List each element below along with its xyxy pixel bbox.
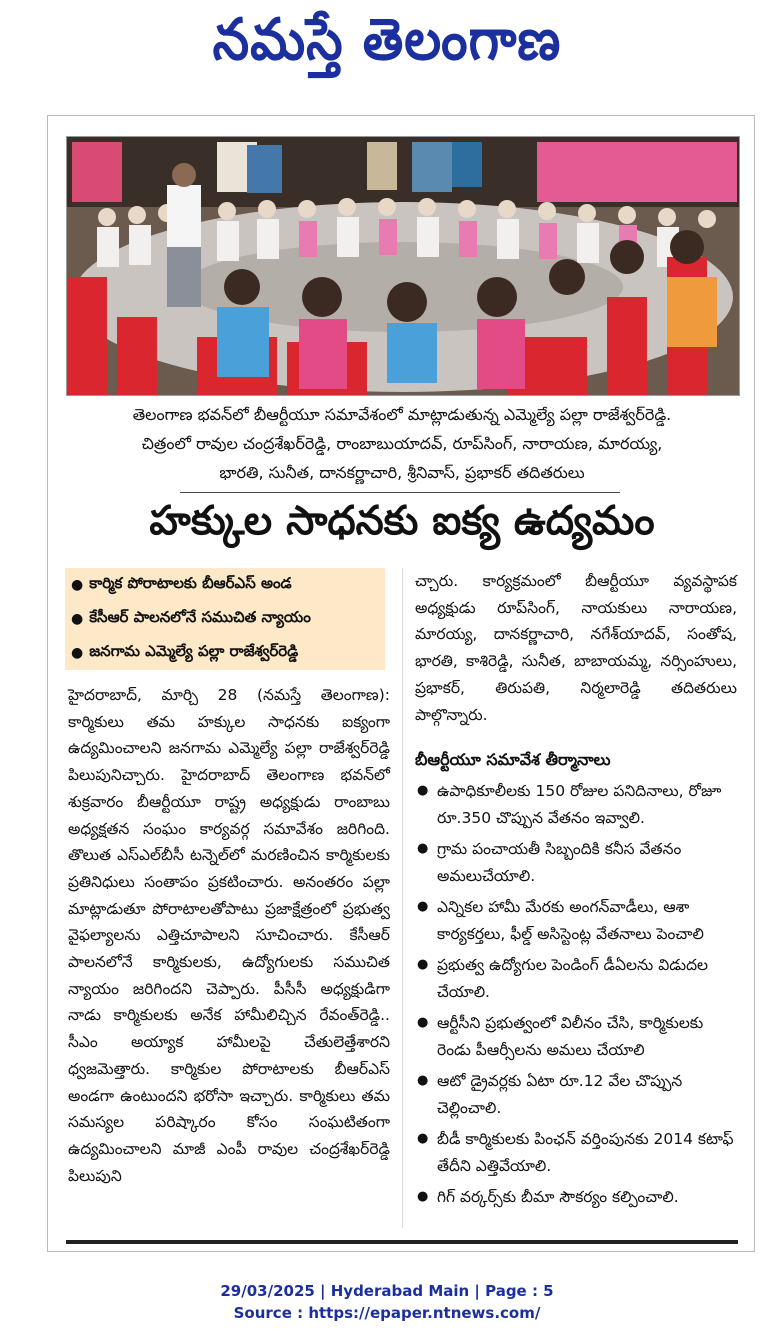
subhead-text: కార్మిక పోరాటాలకు బీఆర్‌ఎస్ అండ (89, 574, 292, 592)
resolution-item: ● ఉపాధికూలీలకు 150 రోజుల పనిదినాలు, రోజూ రూ.350 చొప్పున వేతనం ఇవ్వాలి. (415, 778, 737, 831)
resolutions-list (415, 778, 737, 1216)
article-body-right: చ్చారు. కార్యక్రమంలో బీఆర్టీయూ వ్యవస్థాపక అధ్యక్షుడు రూప్‌సింగ్, నాయకులు నారాయణ, మారయ్య, దానకర్ణాచారి, నగేశ్‌యాదవ్, సంతోష, భారతి, కాశిరెడ్డి, సునీత, బాబాయమ్మ, నర్సింహులు, ప్రభాకర్, తిరుపతి, నిర్మలారెడ్డి తదితరులు పాల్గొన్నారు. (415, 572, 737, 724)
page-footer (0, 1280, 774, 1324)
subhead-item (65, 636, 385, 670)
caption-line: చిత్రంలో రావుల చంద్రశేఖర్‌రెడ్డి, రాంబాబుయాదవ్, రూప్‌సింగ్, నారాయణ, మారయ్య, (141, 434, 663, 453)
resolutions-title: బీఆర్టీయూ సమావేశ తీర్మానాలు (415, 750, 611, 769)
source-link[interactable]: Source : https://epaper.ntnews.com/ (233, 1304, 541, 1322)
subhead-text: జనగామ ఎమ్మెల్యే పల్లా రాజేశ్వర్‌రెడ్డి (89, 642, 299, 660)
bullet-icon: ● (71, 611, 84, 627)
caption-line: భారతి, సునీత, దానకర్ణాచారి, శ్రీనివాస్, ప్రభాకర్ తదితరులు (219, 463, 585, 482)
subhead-text: కేసీఆర్ పాలనలోనే సముచిత న్యాయం (89, 608, 311, 626)
caption-divider (180, 492, 620, 493)
resolution-item: ● గిగ్ వర్కర్స్‌కు బీమా సౌకర్యం కల్పించాలి. (415, 1184, 737, 1211)
bottom-divider (66, 1240, 738, 1244)
newspaper-title: నమస్తే తెలంగాణ (212, 7, 562, 74)
resolution-item: ● గ్రామ పంచాయతీ సిబ్బందికి కనీస వేతనం అమలుచేయాలి. (415, 836, 737, 889)
bullet-icon: ● (71, 577, 84, 593)
article-headline: హక్కుల సాధనకు ఐక్య ఉద్యమం (149, 498, 655, 544)
resolution-item: ● ఆర్టీసీని ప్రభుత్వంలో విలీనం చేసి, కార్మికులకు రెండు పీఆర్సీలను అమలు చేయాలి (415, 1010, 737, 1063)
news-photo (66, 136, 740, 396)
resolution-item: ● ఆటో డ్రైవర్లకు ఏటా రూ.12 వేల చొప్పున చెల్లించాలి. (415, 1068, 737, 1121)
subhead-box (65, 568, 385, 670)
edition-info: 29/03/2025 | Hyderabad Main | Page : 5 (220, 1282, 554, 1300)
column-divider (402, 568, 403, 1228)
subhead-item (65, 602, 385, 636)
bullet-icon: ● (71, 645, 84, 661)
photo-caption (66, 400, 738, 487)
article-body-left: హైదరాబాద్, మార్చి 28 (నమస్తే తెలంగాణ): కార్మికులు తమ హక్కుల సాధనకు ఐక్యంగా ఉద్యమించాలని జనగామ ఎమ్మెల్యే పల్లా రాజేశ్వర్‌రెడ్డి పిలుపునిచ్చారు. హైదరాబాద్ తెలంగాణ భవన్‌లో శుక్రవారం బీఆర్టీయూ రాష్ట్ర అధ్యక్షుడు రాంబాబు అధ్యక్షతన సంఘం కార్యవర్గ సమావేశం జరిగింది. తొలుత ఎస్‌ఎల్‌బీసీ టన్నెల్‌లో మరణించిన కార్మికులకు ప్రతినిధులు సంతాపం ప్రకటించారు. అనంతరం పల్లా మాట్లాడుతూ పోరాటాలతోపాటు ప్రజాక్షేత్రంలో ప్రభుత్వ వైఫల్యాలను ఎత్తిచూపాలని సూచించారు. కేసీఆర్ పాలనలోనే కార్మికులకు, ఉద్యోగులకు సముచిత న్యాయం జరిగిందని చెప్పారు. పీసీసీ అధ్యక్షుడిగా నాడు కార్మికులకు అనేక హామీలిచ్చిన రేవంత్‌రెడ్డి.. సీఎం అయ్యాక హామీలపై చేతులెత్తేశారని ధ్వజమెత్తారు. కార్మికుల పోరాటాలకు బీఆర్‌ఎస్ అండగా ఉంటుందని భరోసా ఇచ్చారు. కార్మికులు తమ సమస్యల పరిష్కారం కోసం సంఘటితంగా ఉద్యమించాలని మాజీ ఎంపీ రావుల చంద్రశేఖర్‌రెడ్డి పిలుపుని (68, 686, 390, 1185)
resolution-item: ● ప్రభుత్వ ఉద్యోగుల పెండింగ్ డీఏలను విడుదల చేయాలి. (415, 952, 737, 1005)
subhead-item (65, 568, 385, 602)
caption-line: తెలంగాణ భవన్‌లో బీఆర్టీయూ సమావేశంలో మాట్లాడుతున్న ఎమ్మెల్యే పల్లా రాజేశ్వర్‌రెడ్డి. (132, 405, 672, 424)
masthead (0, 0, 774, 95)
resolution-item: ● ఎన్నికల హామీ మేరకు అంగన్‌వాడీలు, ఆశా కార్యకర్తలు, ఫీల్డ్ అసిస్టెంట్ల వేతనాలు పెంచాలి (415, 894, 737, 947)
meeting-photo-illustration (67, 137, 739, 395)
resolution-item: ● బీడీ కార్మికులకు పింఛన్ వర్తింపునకు 2014 కటాఫ్ తేదీని ఎత్తివేయాలి. (415, 1126, 737, 1179)
